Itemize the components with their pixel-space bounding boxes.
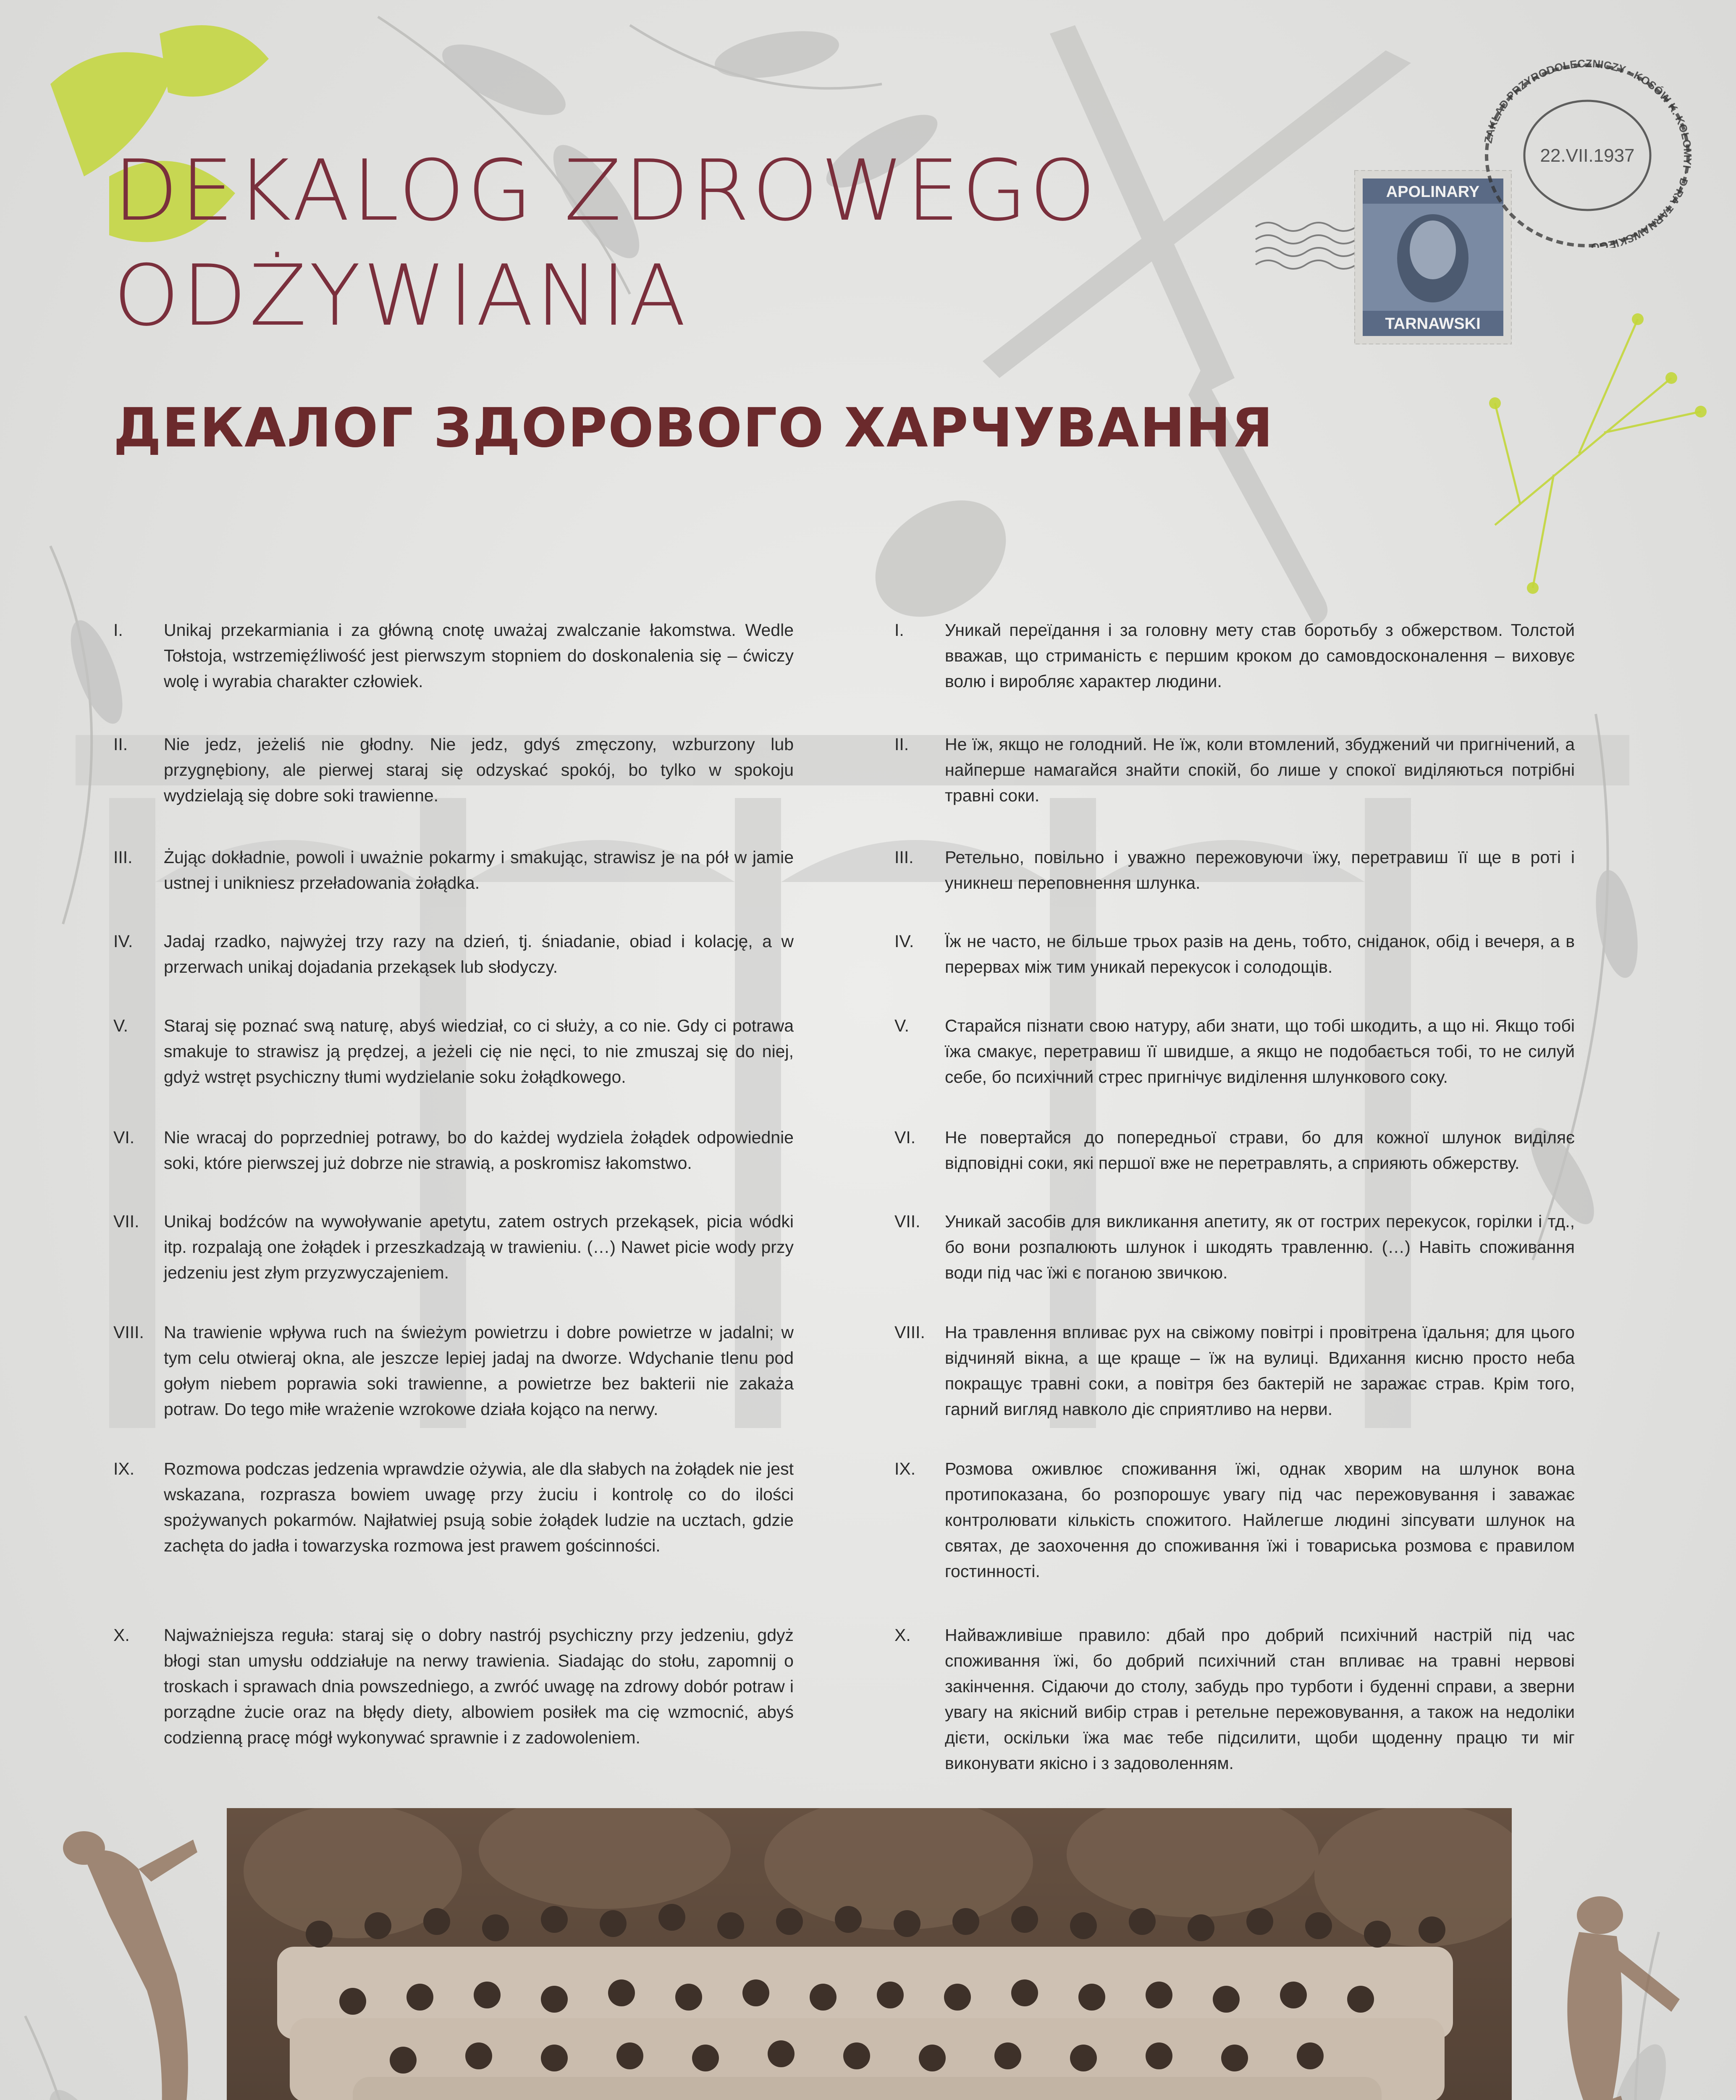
rule-text: Najważniejsza reguła: staraj się o dobry nastrój psychiczny przy jedzeniu, gdyż błogi stan umysłu oddziałuje na nerwy trawienia. Siadając do stołu, zapomnij o troskach i sprawach dnia powszedniego, a zwróć uwagę na zdrowy dobór potraw i porządne żucie oraz na błędy diety, albowiem posiłek ma cię wzmocnić, abyś codzienną pracę mógł wykonywać sprawnie i z zadowoleniem.: [164, 1625, 794, 1747]
postmark-text: ZAKŁAD PRZYRODOLECZNICZY · KOSÓW K. KOŁOMYI · D-RA TARNAWSKIEGO: [1482, 57, 1694, 248]
rule-text: Jadaj rzadko, najwyżej trzy razy na dzień, tj. śniadanie, obiad i kolację, a w przerwach unikaj dojadania przekąsek lub słodyczy.: [164, 932, 794, 976]
rule-text: Nie jedz, jeżeliś nie głodny. Nie jedz, gdyś zmęczony, wzburzony lub przygnębiony, ale pierwej staraj się odzyskać spokój, bo tylko w spokoju wydzielają się dobre soki trawienne.: [164, 735, 794, 805]
rule-text: Найважливіше правило: дбай про добрий психічний настрій під час споживання їжі, бо добрий психічний стан впливає на травні нервові закінчення. Сідаючи до столу, забудь про турботи і буденні справи, а зверни увагу на якісний вибір страв і ретельне пережовування, а також на недоліки дієти, оскільки їжа має тебе підсилити, щоби щоденну працю ти міг виконувати якісно і з задоволенням.: [945, 1625, 1575, 1773]
rule-text: Старайся пізнати свою натуру, аби знати, що тобі шкодить, а що ні. Якщо тобі їжа смакує, перетравиш її швидше, а якщо не подобається тобі, то не силуй себе, бо психічний стрес пригнічує виділення шлункового соку.: [945, 1016, 1575, 1087]
rule-text: Їж не часто, не більше трьох разів на день, тобто, сніданок, обід і вечеря, а в перервах між тим уникай перекусок і солодощів.: [945, 932, 1575, 976]
rule-number: I.: [894, 620, 904, 640]
rule-number: VIII.: [894, 1323, 925, 1342]
group-photograph: [227, 1808, 1512, 2100]
rule-pl-10: [113, 1622, 794, 1751]
title-line-1: DEKALOG ZDROWEGO: [113, 142, 1099, 240]
rule-uk-5: [894, 1013, 1575, 1090]
rule-text: Na trawienie wpływa ruch na świeżym powietrzu i dobre powietrze w jadalni; w tym celu otwieraj okna, ale jeszcze lepiej jadaj na dworze. Wdychanie tlenu pod gołym niebem poprawia soki trawienne, a powietrze bez bakterii nie zakaża potraw. Do tego miłe wrażenie wzrokowe działa kojąco na nerwy.: [164, 1323, 794, 1419]
rule-pl-7: [113, 1209, 794, 1286]
rule-text: На травлення впливає рух на свіжому повітрі і провітрена їдальня; для цього відчиняй вікна, а ще краще – їж на вулиці. Вдихання кисню просто неба покращує травні соки, а повітря без бактерій не заражає страв. Крім того, гарний вигляд навколо діє сприятливо на нерви.: [945, 1323, 1575, 1419]
rule-pl-6: [113, 1125, 794, 1176]
rule-number: VIII.: [113, 1323, 144, 1342]
rule-number: V.: [113, 1016, 128, 1035]
rule-number: II.: [113, 735, 128, 754]
rule-number: III.: [113, 848, 133, 867]
rule-uk-7: [894, 1209, 1575, 1286]
rule-text: Уникай засобів для викликання апетиту, як от гострих перекусок, горілки і тд., бо вони розпалюють шлунок і шкодять травленню. (…) Навіть споживання води під час їжі є поганою звичкою.: [945, 1212, 1575, 1282]
rule-number: VI.: [894, 1128, 916, 1147]
rule-pl-4: [113, 929, 794, 980]
rule-pl-2: [113, 732, 794, 808]
rule-number: IX.: [113, 1459, 135, 1478]
rule-number: VII.: [894, 1212, 920, 1231]
rule-text: Rozmowa podczas jedzenia wprawdzie ożywia, ale dla słabych na żołądek nie jest wskazana, rozprasza bowiem uwagę przy żuciu i kontrolę co do ilości spożywanych pokarmów. Najłatwiej psują sobie żołądek ludzie na ucztach, gdzie zachęta do jadła i towarzyska rozmowa jest prawem gościnności.: [164, 1459, 794, 1555]
rule-number: II.: [894, 735, 909, 754]
rule-number: III.: [894, 848, 914, 867]
stamp-bottom-text: TARNAWSKI: [1385, 315, 1481, 333]
rule-number: VI.: [113, 1128, 135, 1147]
rule-text: Не їж, якщо не голодний. Не їж, коли втомлений, збуджений чи пригнічений, а найперше намагайся знайти спокій, бо лише у спокої виділяються потрібні травні соки.: [945, 735, 1575, 805]
rule-uk-8: [894, 1320, 1575, 1422]
rule-pl-3: [113, 845, 794, 896]
rule-text: Staraj się poznać swą naturę, abyś wiedział, co ci służy, a co nie. Gdy ci potrawa smakuje to strawisz ją prędzej, a jeżeli cię nie nęci, to nie zmuszaj się do niej, gdyż wstręt psychiczny tłumi wydzielanie soku żołądkowego.: [164, 1016, 794, 1087]
rule-number: VII.: [113, 1212, 139, 1231]
stamp-top-text: APOLINARY: [1386, 183, 1480, 201]
rule-number: V.: [894, 1016, 909, 1035]
postmark-date: 22.VII.1937: [1540, 145, 1635, 166]
page-subtitle: ДЕКАЛОГ ЗДОРОВОГО ХАРЧУВАННЯ: [113, 397, 1274, 459]
rule-uk-1: [894, 617, 1575, 694]
rule-text: Не повертайся до попередньої страви, бо для кожної шлунок виділяє відповідні соки, які першої вже не перетравлять, а сприяють обжерству.: [945, 1128, 1575, 1173]
rule-uk-4: [894, 929, 1575, 980]
postmark: [1461, 55, 1713, 248]
rule-number: IV.: [894, 932, 914, 951]
rule-text: Уникай переїдання і за головну мету став боротьбу з обжерством. Толстой вважав, що стриманість є першим кроком до самовдосконалення – виховує волю і виробляє характер людини.: [945, 620, 1575, 691]
rule-uk-3: [894, 845, 1575, 896]
page-title: [113, 139, 1098, 349]
rule-number: X.: [113, 1625, 130, 1645]
rule-text: Unikaj bodźców na wywoływanie apetytu, zatem ostrych przekąsek, picia wódki itp. rozpalają one żołądek i przeszkadzają w trawieniu. (…) Nawet picie wody przy jedzeniu jest złym przyzwyczajeniem.: [164, 1212, 794, 1282]
rule-text: Ретельно, повільно і уважно пережовуючи їжу, перетравиш її ще в роті і уникнеш переповнення шлунка.: [945, 848, 1575, 892]
rule-pl-1: [113, 617, 794, 694]
rule-text: Розмова оживлює споживання їжі, однак хворим на шлунок вона протипоказана, бо розпорошує увагу під час пережовування і заважає контролювати кількість спожитого. Найлегше людині зіпсувати шлунок на святах, де заохочення до споживання їжі і товариська розмова є правилом гостинності.: [945, 1459, 1575, 1581]
rule-text: Unikaj przekarmiania i za główną cnotę uważaj zwalczanie łakomstwa. Wedle Tołstoja, wstrzemięźliwość jest pierwszym stopniem do doskonalenia się – ćwiczy wolę i wyrabia charakter człowiek.: [164, 620, 794, 691]
rule-uk-10: [894, 1622, 1575, 1776]
rule-pl-9: [113, 1456, 794, 1559]
rule-uk-2: [894, 732, 1575, 808]
rule-text: Żując dokładnie, powoli i uważnie pokarmy i smakując, strawisz je na pół w jamie ustnej i unikniesz przeładowania żołądka.: [164, 848, 794, 892]
rule-uk-9: [894, 1456, 1575, 1584]
rule-pl-5: [113, 1013, 794, 1090]
rule-text: Nie wracaj do poprzedniej potrawy, bo do każdej wydziela żołądek odpowiednie soki, które pierwszej już dobrze nie strawią, a poskromisz łakomstwo.: [164, 1128, 794, 1173]
rule-number: IX.: [894, 1459, 916, 1478]
rule-number: X.: [894, 1625, 911, 1645]
rule-number: IV.: [113, 932, 133, 951]
rule-number: I.: [113, 620, 123, 640]
rule-uk-6: [894, 1125, 1575, 1176]
rule-pl-8: [113, 1320, 794, 1422]
title-line-2: ODŻYWIANIA: [113, 247, 689, 345]
